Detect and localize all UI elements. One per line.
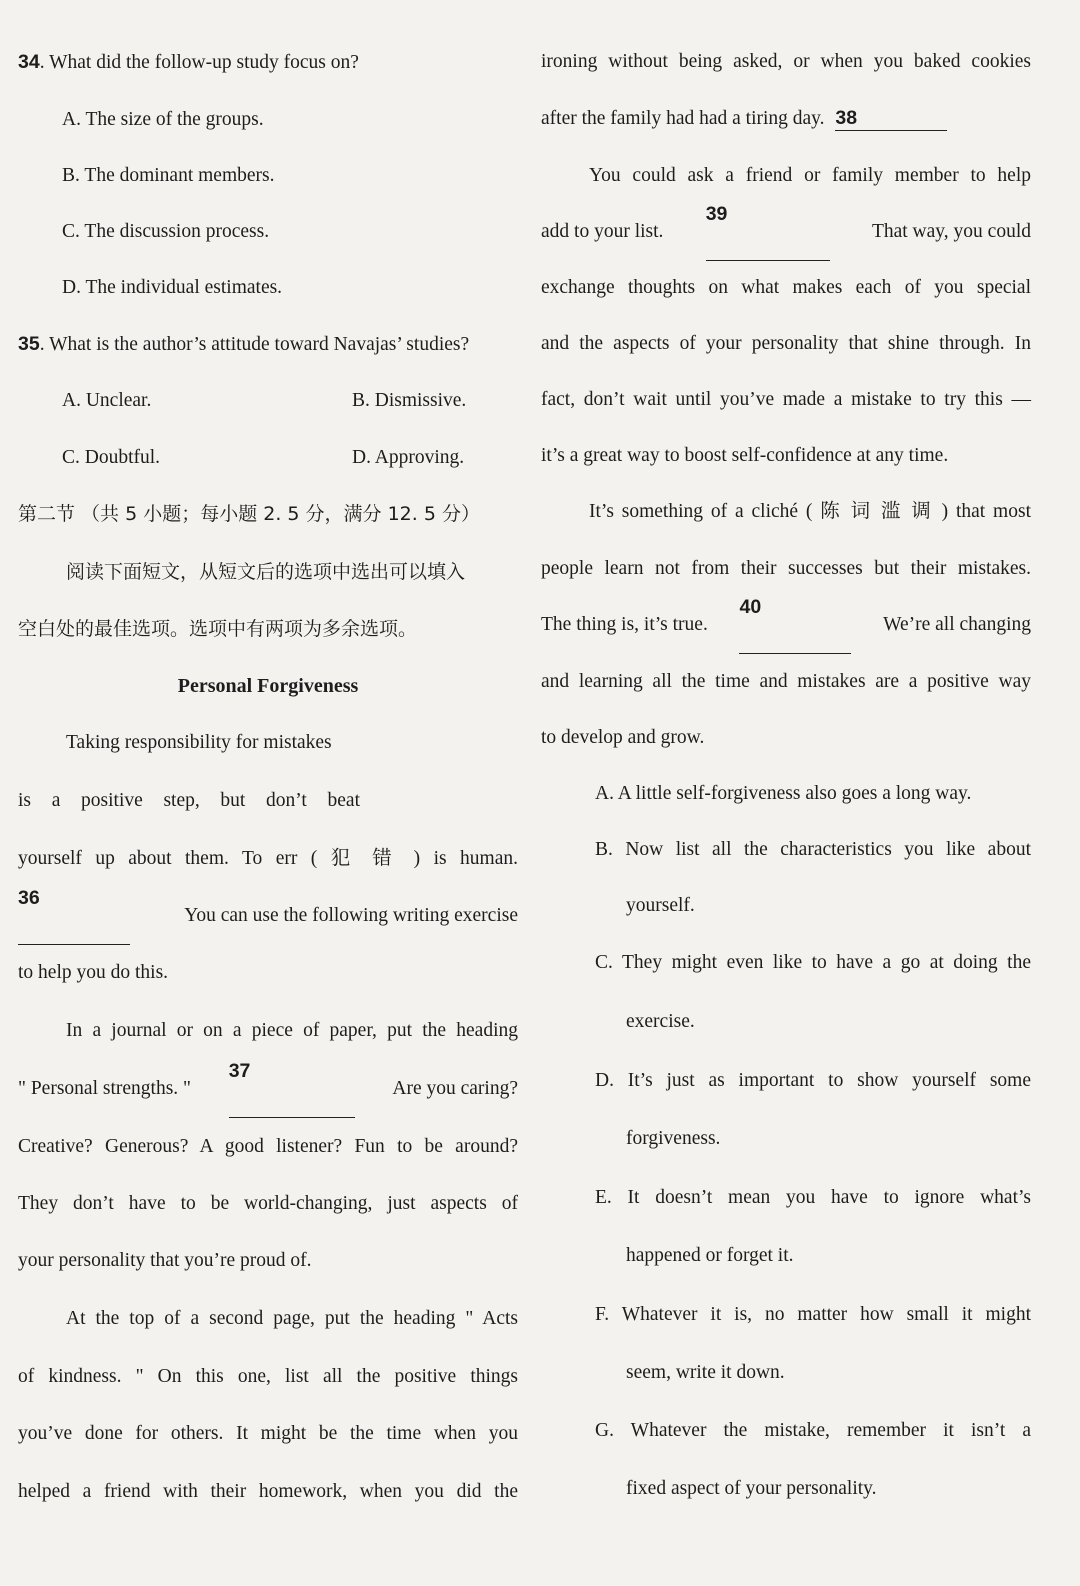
- passage-text: Are you caring?: [392, 1078, 518, 1099]
- passage-line-blank-40: [541, 596, 1031, 654]
- option-35c: C. Doubtful.: [62, 447, 161, 468]
- passage-line: fact, don’t wait until you’ve made a mistake to try this —: [541, 389, 1031, 410]
- passage-text: You can use the following writing exercise: [184, 905, 518, 926]
- choice-g: G. Whatever the mistake, remember it isn’t a: [595, 1420, 1031, 1441]
- passage-text: add to your list.: [541, 221, 664, 242]
- passage-line: of kindness. " On this one, list all the positive things: [18, 1366, 518, 1387]
- choice-d-cont: forgiveness.: [626, 1128, 721, 1149]
- choice-g-cont: fixed aspect of your personality.: [626, 1478, 877, 1499]
- section-heading: 第二节 （共 5 小题；每小题 2. 5 分，满分 12. 5 分）: [18, 503, 480, 525]
- passage-line-blank-38: [541, 90, 1031, 148]
- instruction-line-1: 阅读下面短文，从短文后的选项中选出可以填入: [66, 561, 466, 583]
- question-34: [18, 33, 518, 91]
- blank-40[interactable]: [739, 596, 851, 654]
- passage-line-blank-37: [18, 1060, 518, 1118]
- passage-line-blank-36: [18, 887, 518, 945]
- passage-line: and learning all the time and mistakes are a positive way: [541, 671, 1031, 692]
- choice-f: F. Whatever it is, no matter how small it might: [595, 1304, 1031, 1325]
- passage-line: At the top of a second page, put the heading " Acts: [66, 1308, 518, 1329]
- passage-text: after the family had had a tiring day.: [541, 108, 825, 129]
- passage-line: you’ve done for others. It might be the time when you: [18, 1423, 518, 1444]
- instruction-line-2: 空白处的最佳选项。选项中有两项为多余选项。: [18, 618, 418, 640]
- choice-d: D. It’s just as important to show yourself some: [595, 1070, 1031, 1091]
- passage-text: That way, you could: [871, 221, 1031, 242]
- choice-b: B. Now list all the characteristics you like about: [595, 839, 1031, 860]
- passage-title: Personal Forgiveness: [177, 675, 359, 697]
- passage-line: They don’t have to be world-changing, just aspects of: [18, 1193, 518, 1214]
- blank-36[interactable]: [18, 887, 130, 945]
- blank-number: 40: [739, 596, 762, 618]
- choice-e-cont: happened or forget it.: [626, 1245, 794, 1266]
- choice-b-cont: yourself.: [626, 895, 695, 916]
- option-34a: A. The size of the groups.: [62, 109, 264, 130]
- option-35a: A. Unclear.: [62, 390, 152, 411]
- passage-line: your personality that you’re proud of.: [18, 1250, 312, 1271]
- passage-line: it’s a great way to boost self-confidence at any time.: [541, 445, 949, 466]
- blank-37[interactable]: [229, 1060, 355, 1118]
- question-number: 35: [18, 333, 40, 355]
- question-stem: . What did the follow-up study focus on?: [39, 52, 359, 73]
- passage-line: Taking responsibility for mistakes: [66, 732, 332, 753]
- passage-line: Creative? Generous? A good listener? Fun to be around?: [18, 1136, 518, 1157]
- passage-line-blank-39: [541, 203, 1031, 261]
- question-stem: . What is the author’s attitude toward Navajas’ studies?: [39, 334, 470, 355]
- blank-38[interactable]: [835, 107, 947, 131]
- passage-line: exchange thoughts on what makes each of you special: [541, 277, 1031, 298]
- blank-number: 38: [835, 107, 858, 129]
- passage-text: " Personal strengths. ": [18, 1078, 191, 1099]
- blank-number: 36: [18, 887, 40, 909]
- passage-text: The thing is, it’s true.: [541, 614, 708, 635]
- choice-c: C. They might even like to have a go at doing the: [595, 952, 1031, 973]
- blank-number: 37: [228, 1060, 251, 1082]
- passage-line: ironing without being asked, or when you baked cookies: [541, 51, 1031, 72]
- option-35b: B. Dismissive.: [352, 390, 467, 411]
- passage-line: people learn not from their successes but their mistakes.: [541, 558, 1031, 579]
- passage-text: We’re all changing: [883, 614, 1031, 635]
- question-number: 34: [18, 51, 40, 73]
- passage-line: to develop and grow.: [541, 727, 705, 748]
- passage-line: is a positive step, but don’t beat: [18, 790, 360, 811]
- options-35-row1: [18, 372, 518, 430]
- choice-a: A. A little self-forgiveness also goes a long way.: [595, 783, 972, 804]
- passage-line: It’s something of a cliché ( 陈 词 滥 调 ) that most: [589, 501, 1031, 522]
- option-34c: C. The discussion process.: [62, 221, 270, 242]
- choice-e: E. It doesn’t mean you have to ignore what’s: [595, 1187, 1031, 1208]
- passage-line: to help you do this.: [18, 962, 169, 983]
- passage-line: In a journal or on a piece of paper, put the heading: [66, 1020, 518, 1041]
- passage-line: You could ask a friend or family member to help: [589, 165, 1031, 186]
- choice-f-cont: seem, write it down.: [626, 1362, 785, 1383]
- options-35-row2: [18, 429, 518, 487]
- passage-line: helped a friend with their homework, when you did the: [18, 1481, 518, 1502]
- blank-number: 39: [705, 203, 728, 225]
- option-35d: D. Approving.: [352, 447, 465, 468]
- question-35: [18, 315, 518, 373]
- option-34b: B. The dominant members.: [62, 165, 275, 186]
- option-34d: D. The individual estimates.: [62, 277, 283, 298]
- choice-c-cont: exercise.: [626, 1011, 695, 1032]
- passage-line: yourself up about them. To err ( 犯 错 ) is human.: [18, 848, 518, 869]
- blank-39[interactable]: [706, 203, 830, 261]
- passage-line: and the aspects of your personality that shine through. In: [541, 333, 1031, 354]
